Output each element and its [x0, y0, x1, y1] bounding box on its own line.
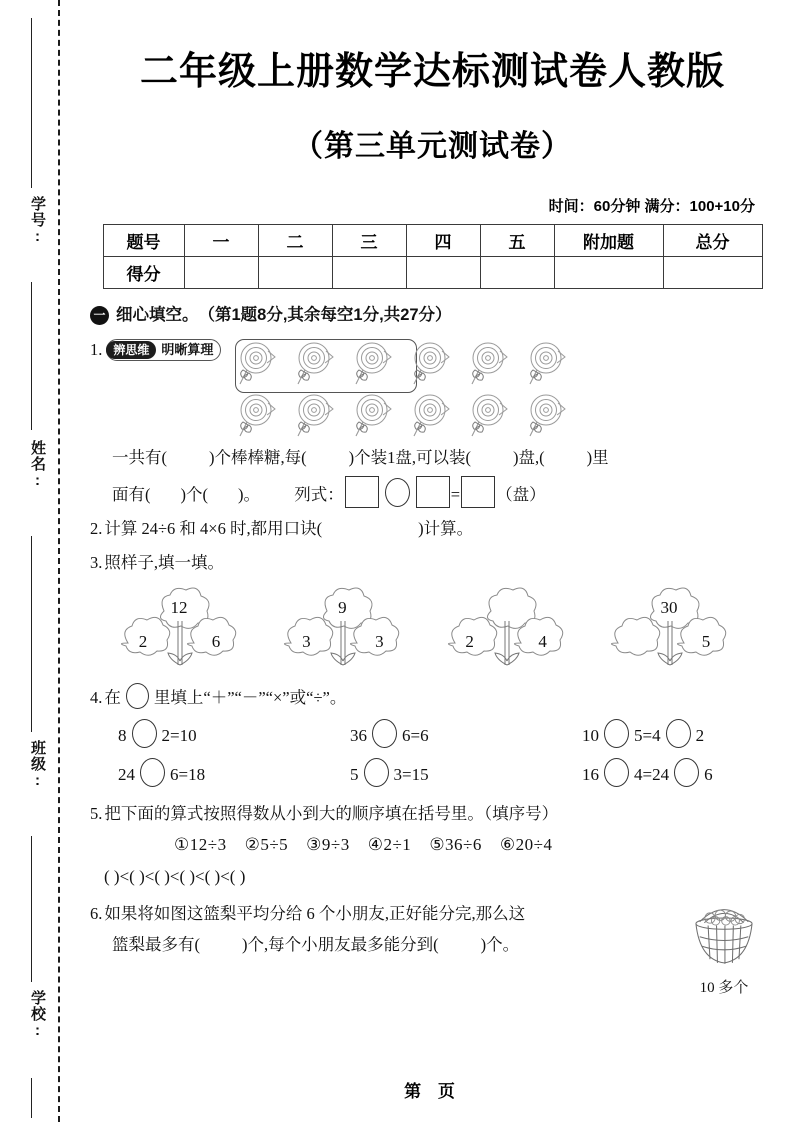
operator-blank[interactable]	[140, 758, 165, 787]
score-input-cell[interactable]	[663, 257, 762, 289]
equation-box[interactable]	[345, 476, 379, 508]
lollipop-grid	[229, 337, 577, 441]
question-3	[90, 550, 780, 674]
question-4-equation-grid	[118, 719, 780, 789]
lollipop-icon	[519, 337, 577, 389]
q1-text-b: )个棒棒糖,每(	[209, 447, 307, 467]
question-6-line-2	[90, 932, 690, 958]
operator-blank[interactable]	[666, 719, 691, 748]
question-1-badge	[106, 339, 221, 361]
question-5-text: 把下面的算式按照得数从小到大的顺序填在括号里。（填序号）	[104, 803, 559, 823]
question-4-number: 4.	[90, 688, 103, 708]
q1-text-f: 面有(	[112, 485, 151, 505]
question-5	[90, 801, 780, 891]
sidebar-label-class: 班级:	[29, 740, 46, 790]
table-row-headers	[103, 225, 762, 257]
operator-blank[interactable]	[372, 719, 397, 748]
q1-equation-label: 列式：	[294, 485, 344, 505]
option-item: ③9÷3	[306, 835, 350, 855]
sidebar-label-name: 姓名:	[29, 440, 46, 490]
question-1-illustration-row	[90, 337, 780, 445]
flower-diagram	[104, 581, 254, 673]
operator-blank[interactable]	[364, 758, 389, 787]
option-item: ①12÷3	[174, 835, 227, 855]
q1-unit: （盘）	[496, 485, 546, 505]
question-3-number: 3.	[90, 552, 103, 572]
question-5-options	[174, 832, 780, 858]
equation-item	[582, 719, 780, 749]
q1-text-e: )里	[586, 447, 609, 467]
question-6	[90, 901, 780, 997]
lollipop-icon	[519, 389, 577, 441]
perforation-dashed-line	[58, 0, 60, 1122]
pear-basket-figure	[678, 897, 770, 1001]
score-table-header-cell: 四	[406, 225, 480, 257]
section-header	[90, 303, 780, 329]
q1-text-a: 一共有(	[112, 447, 167, 467]
page-subtitle: （第三单元测试卷）	[293, 130, 572, 163]
score-table-header-cell: 五	[480, 225, 554, 257]
q1-text-d: )盘,(	[513, 447, 545, 467]
question-4	[90, 683, 780, 788]
lollipop-icon	[461, 389, 519, 441]
eq-mid: 3	[393, 765, 402, 785]
lollipop-icon	[229, 337, 287, 389]
question-6-number: 6.	[90, 903, 103, 923]
question-6-line-1: 如果将如图这篮梨平均分给 6 个小朋友,正好能分完,那么这	[104, 903, 526, 923]
lollipop-icon	[345, 337, 403, 389]
eq-mid: 5	[634, 725, 643, 745]
eq-right: =10	[170, 725, 197, 745]
equation-box[interactable]	[461, 476, 495, 508]
eq-tail: 6	[704, 765, 713, 785]
equation-item	[350, 758, 582, 788]
option-item: ⑤36÷6	[429, 835, 482, 855]
section-number-badge: 一	[90, 306, 109, 325]
question-5-number: 5.	[90, 803, 103, 823]
section-title: 细心填空。	[116, 306, 199, 324]
equation-item	[582, 758, 780, 788]
question-1-number: 1.	[90, 339, 103, 359]
option-item: ②5÷5	[244, 835, 289, 855]
flower-value-right[interactable]: 4	[538, 632, 547, 652]
option-item: ④2÷1	[367, 835, 412, 855]
eq-tail: 2	[695, 725, 705, 745]
question-6-body	[90, 901, 690, 958]
eq-right: =18	[178, 765, 206, 785]
eq-left: 16	[582, 765, 599, 785]
basket-icon	[681, 897, 767, 969]
eq-right: =6	[410, 725, 429, 745]
flower-diagram-row	[104, 581, 744, 673]
score-table-header-cell: 二	[258, 225, 332, 257]
flower-diagram	[431, 581, 581, 673]
flower-value-top[interactable]: 30	[660, 598, 678, 618]
eq-right: =24	[642, 765, 670, 785]
question-5-answer-line[interactable]: ( )<( )<( )<( )<( )<( )	[104, 867, 246, 887]
flower-value-right[interactable]: 6	[211, 632, 221, 652]
question-2	[90, 516, 780, 542]
eq-left: 24	[118, 765, 135, 785]
sidebar-label-school: 学校:	[29, 990, 46, 1040]
flower-value-right[interactable]: 3	[375, 632, 384, 652]
flower-value-top[interactable]: 12	[170, 598, 188, 618]
q6-text-b: )个,每个小朋友最多能分到(	[242, 935, 439, 955]
score-table-header-cell: 总分	[663, 225, 762, 257]
sidebar-label-student-id: 学号:	[29, 196, 46, 246]
question-1-line-2	[90, 476, 780, 508]
question-1	[90, 337, 780, 509]
exam-page	[72, 0, 793, 1122]
question-1-line-1	[90, 445, 780, 471]
score-input-cell[interactable]	[332, 257, 406, 289]
score-input-cell[interactable]	[258, 257, 332, 289]
equation-operator-circle[interactable]	[385, 478, 410, 507]
sidebar-rule	[31, 282, 32, 430]
lollipop-icon	[345, 389, 403, 441]
section-points: （第1题8分,其余每空1分,共27分）	[198, 306, 452, 324]
operator-circle-icon	[126, 683, 149, 709]
score-table-header-cell: 三	[332, 225, 406, 257]
table-row-scores	[103, 257, 762, 289]
eq-left: 10	[582, 725, 599, 745]
operator-blank[interactable]	[604, 758, 629, 787]
eq-left: 5	[350, 765, 359, 785]
exam-meta-info: 时间：60分钟 满分：100+10分	[548, 198, 755, 215]
flower-value-left[interactable]: 2	[138, 632, 148, 652]
eq-mid: 6	[170, 765, 179, 785]
flower-value-right[interactable]: 5	[701, 632, 711, 652]
sidebar-rule	[31, 836, 32, 982]
lollipop-icon	[403, 389, 461, 441]
question-2-text-a: 计算 24÷6 和 4×6 时,都用口诀(	[104, 519, 323, 539]
eq-right: =15	[402, 765, 429, 785]
eq-mid: 6	[402, 725, 411, 745]
question-2-number: 2.	[90, 519, 103, 539]
flower-value-left[interactable]: 2	[465, 632, 474, 652]
q1-text-c: )个装1盘,可以装(	[348, 447, 471, 467]
flower-value-top[interactable]: 9	[338, 598, 347, 618]
sidebar-rule	[31, 18, 32, 188]
eq-mid: 2	[161, 725, 170, 745]
equation-item	[118, 719, 350, 749]
q1-text-g: )个(	[180, 485, 208, 505]
eq-mid: 4	[634, 765, 643, 785]
equation-item	[350, 719, 582, 749]
lollipop-icon	[287, 389, 345, 441]
operator-blank[interactable]	[674, 758, 699, 787]
eq-left: 8	[118, 725, 127, 745]
operator-blank[interactable]	[132, 719, 157, 748]
score-table-header-cell: 题号	[103, 225, 184, 257]
basket-caption: 10 多个	[699, 980, 749, 997]
operator-blank[interactable]	[604, 719, 629, 748]
question-4-text-a: 在	[104, 688, 121, 708]
eq-left: 36	[350, 725, 367, 745]
flower-diagram	[267, 581, 417, 673]
q1-equals: =	[450, 485, 461, 505]
equation-box[interactable]	[416, 476, 450, 508]
score-table-header-cell: 附加题	[554, 225, 663, 257]
sidebar-rule	[31, 1078, 32, 1118]
option-item: ⑥20÷4	[499, 835, 553, 855]
score-input-cell[interactable]	[480, 257, 554, 289]
q6-text-c: )个。	[480, 935, 520, 955]
score-input-cell[interactable]	[184, 257, 258, 289]
badge-label-secondary: 明晰算理	[161, 341, 214, 357]
exam-content	[90, 303, 780, 997]
score-table-header-cell: 一	[184, 225, 258, 257]
page-footer: 第 页	[404, 1082, 461, 1101]
flower-value-left[interactable]: 3	[302, 632, 311, 652]
flower-diagram	[594, 581, 744, 673]
lollipop-illustration	[229, 337, 659, 445]
lollipop-icon	[461, 337, 519, 389]
page-title: 二年级上册数学达标测试卷人教版	[139, 51, 725, 93]
lollipop-icon	[287, 337, 345, 389]
eq-right: =4	[642, 725, 661, 745]
score-table	[103, 224, 763, 289]
q6-text-a: 篮梨最多有(	[112, 935, 200, 955]
score-table-row-label: 得分	[103, 257, 184, 289]
score-input-cell[interactable]	[406, 257, 480, 289]
sidebar-rule	[31, 536, 32, 732]
badge-label-primary: 辨思维	[106, 341, 156, 359]
q1-text-h: )。	[238, 485, 260, 505]
lollipop-icon	[229, 389, 287, 441]
question-3-text: 照样子,填一填。	[104, 552, 224, 572]
equation-item	[118, 758, 350, 788]
lollipop-icon	[403, 337, 461, 389]
question-4-text-b: 里填上“＋”“－”“×”或“÷”。	[153, 688, 347, 708]
question-2-text-b: )计算。	[418, 519, 474, 539]
binding-strip	[0, 0, 72, 1122]
score-input-cell[interactable]	[554, 257, 663, 289]
